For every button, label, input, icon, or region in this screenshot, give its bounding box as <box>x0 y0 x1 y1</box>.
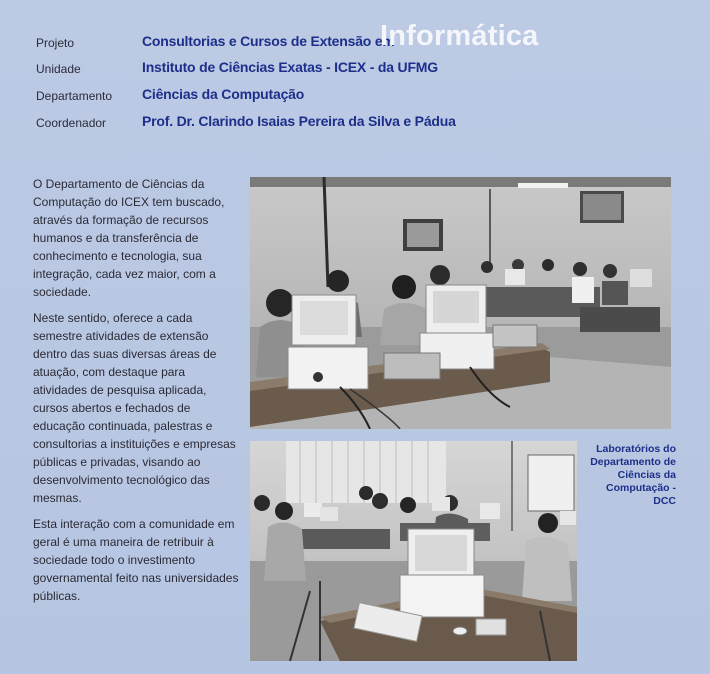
highlight-title-word: Informática <box>380 20 539 52</box>
lab-photo-bottom <box>250 441 577 661</box>
info-label: Unidade <box>36 62 81 76</box>
paragraph-community: Esta interação com a comunidade em geral é uma maneira de retribuir à sociedade todo o investimento governamental feito nas universidades públicas. <box>33 517 239 603</box>
info-value: Prof. Dr. Clarindo Isaias Pereira da Silva e Pádua <box>142 113 456 129</box>
lab-photo-top-graphic <box>250 177 671 429</box>
paragraph-activities: Neste sentido, oferece a cada semestre atividades de extensão dentro das suas diversas áreas de atuação, com destaque para atividades de pesquisa aplicada, cursos abertos e fechados de educação continuada, palestras e consultorias a instituições e empresas públicas e privadas, visando ao desenvolvimento tecnológico das mesmas. <box>33 311 236 505</box>
body-text-column <box>33 175 241 613</box>
info-label: Coordenador <box>36 116 107 130</box>
lab-photo-bottom-graphic <box>250 441 577 661</box>
info-value: Instituto de Ciências Exatas - ICEX - da UFMG <box>142 59 438 75</box>
photo-caption: Laboratórios do Departamento de Ciências da Computação - DCC <box>590 443 676 507</box>
info-value: Consultorias e Cursos de Extensão em <box>142 33 395 49</box>
lab-photo-top <box>250 177 671 429</box>
paragraph-intro: O Departamento de Ciências da Computação do ICEX tem buscado, através da formação de recursos humanos e da transferência de conhecimento e tecnologia, sua integração, cada vez maior, com a sociedade. <box>33 177 225 299</box>
info-label: Projeto <box>36 36 75 50</box>
info-label: Departamento <box>36 89 113 103</box>
info-value: Ciências da Computação <box>142 86 305 102</box>
